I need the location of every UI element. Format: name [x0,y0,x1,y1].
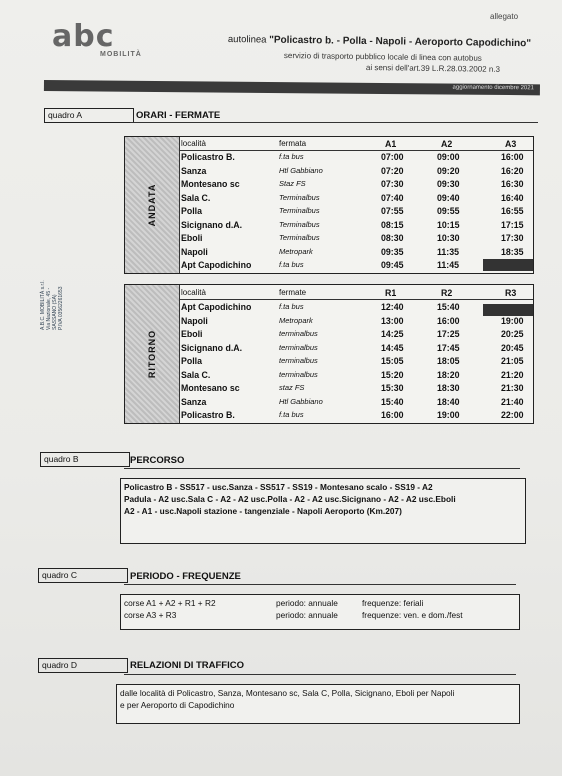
header-r3: R3 [505,288,517,298]
andata-row [179,178,533,190]
section-a-label: quadro A [44,108,134,123]
header-localita: località [181,288,206,297]
andata-cell-t3: 16:55 [501,206,524,216]
ritorno-cell-fermata: staz FS [279,383,305,392]
andata-cell-t3: 17:30 [501,233,524,243]
andata-cell-localita: Sanza [181,165,207,176]
frequency-box [120,594,520,630]
ritorno-row [179,301,533,313]
ritorno-cell-localita: Apt Capodichino [181,302,252,312]
section-d-title: RELAZIONI DI TRAFFICO [130,660,244,671]
andata-cell-fermata: Terminalbus [279,206,320,215]
ritorno-row [179,328,533,340]
andata-cell-t1: 08:30 [381,233,404,243]
ritorno-cell-fermata: terminalbus [279,342,318,352]
ritorno-table [124,284,534,424]
ritorno-cell-localita: Napoli [181,315,208,326]
andata-cell-t2: 11:35 [437,246,460,257]
corse-2: corse A3 + R3 [124,610,177,620]
route-line-1: Policastro B - SS517 - usc.Sanza - SS517 - SS19 - Montesano scalo - SS19 - A2 [124,482,433,492]
stamp-line-3: P.IVA 03562261653 [58,286,64,330]
andata-row [179,205,533,217]
andata-cell-t2: 10:15 [437,219,460,230]
section-b-label: quadro B [40,452,130,467]
andata-cell-localita: Eboli [181,233,203,243]
ritorno-cell-t2: 16:00 [437,315,460,326]
ritorno-row [179,396,533,408]
ritorno-cell-t3: 21:20 [501,369,524,380]
traffic-line-1: dalle località di Policastro, Sanza, Montesano sc, Sala C, Polla, Sicignano, Eboli per Napoli [120,688,455,698]
andata-cell-t1: 07:55 [381,206,404,216]
andata-cell-localita: Polla [181,206,203,216]
company-stamp [40,270,120,330]
ritorno-cell-t1: 15:05 [381,356,404,366]
ritorno-cell-fermata: terminalbus [279,369,318,379]
section-b-rule [124,468,520,469]
ritorno-cell-t1: 16:00 [381,410,404,420]
ritorno-cell-localita: Polla [181,356,203,366]
andata-cell-fermata: Terminalbus [279,219,320,229]
ritorno-cell-t3: 21:40 [501,396,524,407]
frequenze-2: frequenze: ven. e dom./fest [362,610,463,620]
andata-row [179,246,533,258]
andata-row [179,232,533,244]
stamp-line-2: Via Nazionale, 45 - SASSANO (SA) [46,287,58,330]
section-d-rule [124,674,516,675]
andata-cell-t3: 16:40 [501,192,524,203]
ritorno-cell-fermata: Metropark [279,315,313,325]
andata-row [179,192,533,204]
andata-cell-t3: 16:00 [501,152,524,162]
ritorno-row [179,369,533,381]
header-a2: A2 [441,139,453,149]
andata-cell-fermata: Terminalbus [279,192,320,202]
andata-cell-t1: 07:20 [381,165,404,176]
ritorno-cell-t1: 13:00 [381,315,404,326]
ritorno-cell-t3: 19:00 [501,315,524,326]
law-reference: ai sensi dell'art.39 L.R.28.03.2002 n.3 [365,63,501,74]
andata-row [179,259,533,271]
line-title [228,34,531,49]
andata-cell-t2: 09:55 [437,206,460,216]
ritorno-header-row [179,287,533,300]
ritorno-cell-t3: 21:30 [501,383,524,393]
ritorno-cell-t1: 15:30 [381,383,404,393]
andata-cell-t3: 16:30 [501,179,524,189]
ritorno-cell-fermata: terminalbus [279,329,318,338]
andata-row [179,165,533,177]
company-logo-subtitle: MOBILITÀ [100,51,142,58]
ritorno-cell-t1: 14:25 [381,329,404,339]
section-c-rule [124,584,516,585]
route-line-3: A2 - A1 - usc.Napoli stazione - tangenziale - Napoli Aeroporto (Km.207) [124,506,402,516]
andata-cell-localita: Napoli [181,246,208,257]
andata-cell-localita: Sala C. [181,192,211,203]
route-line-2: Padula - A2 usc.Sala C - A2 - A2 usc.Polla - A2 - A2 usc.Sicignano - A2 - A2 usc.Eboli [124,494,456,504]
section-a-rule [130,122,538,123]
ritorno-cell-localita: Policastro B. [181,410,235,420]
andata-cell-fermata: Terminalbus [279,233,320,242]
ritorno-empty-cell [483,304,533,316]
andata-cell-t2: 09:20 [437,165,460,176]
route-box [120,478,526,544]
ritorno-cell-fermata: f.ta bus [279,410,304,419]
ritorno-cell-localita: Montesano sc [181,383,240,393]
periodo-2: periodo: annuale [276,610,338,620]
ritorno-cell-t3: 20:25 [501,329,524,339]
andata-row [179,151,533,163]
service-description: servizio di trasporto pubblico locale di linea con autobus [283,51,482,63]
ritorno-cell-fermata: f.ta bus [279,302,304,311]
header-r1: R1 [385,288,397,298]
ritorno-cell-t1: 15:20 [381,369,404,380]
ritorno-row [179,382,533,394]
andata-cell-localita: Montesano sc [181,179,240,189]
andata-cell-t2: 11:45 [437,260,460,270]
ritorno-cell-t2: 18:40 [437,396,460,407]
frequency-row-2 [124,609,516,621]
ritorno-cell-t1: 14:45 [381,342,404,353]
frequenze-1: frequenze: feriali [362,598,424,608]
andata-cell-fermata: Htl Gabbiano [279,165,323,175]
frequency-row-1 [124,597,516,609]
andata-cell-fermata: f.ta bus [279,260,304,269]
ritorno-row [179,342,533,354]
update-note: aggiornamento dicembre 2021 [452,84,534,92]
andata-cell-t2: 09:30 [437,179,460,189]
andata-cell-t3: 17:15 [501,219,524,230]
section-c-title: PERIODO - FREQUENZE [130,571,241,582]
ritorno-cell-t1: 12:40 [381,302,404,312]
section-d-label: quadro D [38,658,128,673]
ritorno-cell-localita: Eboli [181,329,203,339]
andata-side-label: ANDATA [125,137,180,273]
andata-cell-t1: 08:15 [381,219,404,230]
ritorno-cell-t2: 15:40 [437,302,460,312]
ritorno-cell-t3: 22:00 [501,410,524,420]
ritorno-cell-t1: 15:40 [381,396,404,407]
header-bar [44,80,540,95]
andata-cell-t1: 09:35 [381,246,404,257]
ritorno-cell-fermata: terminalbus [279,356,318,365]
ritorno-cell-t3: 21:05 [501,356,524,366]
ritorno-cell-t2: 19:00 [437,410,460,420]
section-c-label: quadro C [38,568,128,583]
andata-cell-t1: 07:40 [381,192,404,203]
header-r2: R2 [441,288,453,298]
andata-cell-t1: 07:30 [381,179,404,189]
ritorno-cell-t2: 17:45 [437,342,460,353]
ritorno-cell-fermata: Htl Gabbiano [279,396,323,406]
andata-empty-cell [483,259,533,271]
andata-cell-t2: 09:40 [437,192,460,203]
ritorno-row [179,355,533,367]
andata-cell-t1: 07:00 [381,152,404,162]
header-fermata: fermata [279,139,307,148]
section-a-title: ORARI - FERMATE [136,110,221,121]
ritorno-cell-localita: Sicignano d.A. [181,342,243,353]
andata-cell-t1: 09:45 [381,260,404,270]
andata-cell-fermata: Staz FS [279,179,306,188]
andata-cell-localita: Apt Capodichino [181,260,252,270]
andata-header-row [179,138,533,151]
ritorno-cell-t3: 20:45 [501,342,524,353]
andata-cell-localita: Policastro B. [181,152,235,162]
line-prefix: autolinea [227,34,270,46]
header-a1: A1 [385,139,397,149]
stamp-line-1: A.B.C. MOBILITÀ s.r.l. [40,280,46,330]
andata-cell-fermata: f.ta bus [279,152,304,161]
andata-row [179,219,533,231]
periodo-1: periodo: annuale [276,598,338,608]
ritorno-cell-t2: 18:20 [437,369,460,380]
corner-note: allegato [490,12,519,21]
ritorno-cell-t2: 17:25 [437,329,460,339]
ritorno-row [179,409,533,421]
andata-cell-localita: Sicignano d.A. [181,219,243,230]
traffic-box [116,684,520,724]
line-title-name: "Policastro b. - Polla - Napoli - Aeroporto Capodichino" [269,34,532,50]
ritorno-cell-t2: 18:30 [437,383,460,393]
company-logo: abc [52,19,115,54]
ritorno-cell-localita: Sala C. [181,369,211,380]
andata-cell-fermata: Metropark [279,246,313,256]
ritorno-row [179,315,533,327]
ritorno-cell-localita: Sanza [181,396,207,407]
ritorno-cell-t2: 18:05 [437,356,460,366]
section-b-title: PERCORSO [130,455,185,466]
andata-cell-t2: 09:00 [437,152,460,162]
corse-1: corse A1 + A2 + R1 + R2 [124,598,216,608]
andata-cell-t3: 18:35 [501,246,524,257]
header-fermate: fermate [279,288,307,297]
header-localita: località [181,139,206,148]
andata-cell-t2: 10:30 [437,233,460,243]
andata-cell-t3: 16:20 [501,165,524,176]
header-a3: A3 [505,139,517,149]
traffic-line-2: e per Aeroporto di Capodichino [120,700,235,710]
andata-table [124,136,534,274]
ritorno-side-label: RITORNO [125,285,180,423]
